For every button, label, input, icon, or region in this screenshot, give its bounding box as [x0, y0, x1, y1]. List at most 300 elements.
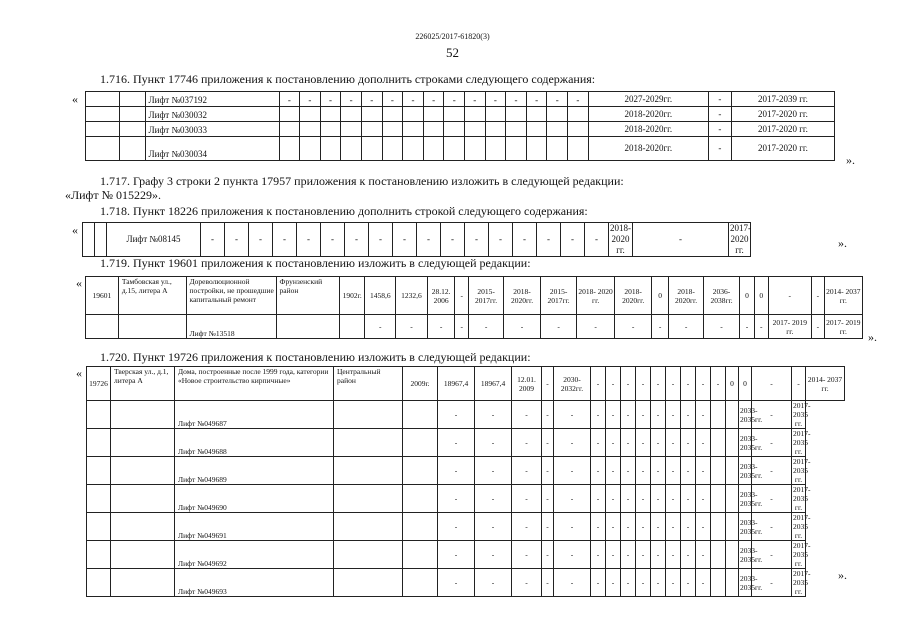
table-cell: - [403, 92, 424, 107]
table-cell: - [606, 457, 621, 485]
table-cell: - [681, 541, 696, 569]
table-cell [334, 513, 403, 541]
table-cell: - [606, 513, 621, 541]
table-cell: - [621, 429, 636, 457]
table-cell: 2014- 2037 гг. [824, 277, 862, 315]
period-cell: 2033- 2035гг. [739, 401, 752, 429]
table-cell [334, 401, 403, 429]
paragraph-1717: 1.717. Графу 3 строки 2 пункта 17957 приложения к постановлению изложить в следующей редакции: [100, 174, 624, 188]
table-cell: - [512, 485, 542, 513]
range-cell: 2017- 2035 гг. [793, 401, 811, 428]
table-cell [361, 122, 382, 137]
table-cell [334, 485, 403, 513]
table-cell: - [504, 315, 541, 339]
table-cell [403, 541, 438, 569]
table-cell: - [666, 367, 681, 401]
table-cell: - [708, 122, 731, 137]
table-cell: - [621, 457, 636, 485]
table-cell: - [591, 569, 606, 597]
table-cell [506, 107, 527, 122]
table-cell [711, 569, 726, 597]
period-cell: 2033- 2035гг. [739, 541, 752, 569]
table-cell [382, 107, 403, 122]
table-cell: - [792, 367, 806, 401]
table-cell: 2018- 2020гг. [615, 277, 652, 315]
table-cell [300, 107, 321, 122]
table-cell: - [681, 569, 696, 597]
table-cell [568, 137, 589, 161]
range-cell: 2017-2039 гг. [731, 92, 834, 107]
table-cell: - [651, 429, 666, 457]
table-cell: - [696, 485, 711, 513]
table-cell: - [708, 92, 731, 107]
elevator-name: Лифт №049690 [175, 485, 334, 513]
table-cell [111, 569, 175, 597]
paragraph-1718: 1.718. Пункт 18226 приложения к постановлению дополнить строкой следующего содержания: [100, 204, 588, 218]
quote-open: « [76, 276, 82, 290]
table-cell [711, 513, 726, 541]
table-row [87, 513, 845, 541]
table-cell: - [708, 107, 731, 122]
table-cell [300, 137, 321, 161]
table-cell: - [752, 457, 792, 485]
table-cell [726, 513, 739, 541]
table-cell: 0 [739, 367, 752, 401]
table-cell: - [485, 92, 506, 107]
table-cell [120, 92, 145, 107]
table-row [87, 457, 845, 485]
table-cell: - [606, 401, 621, 429]
table-row [86, 137, 835, 161]
range-cell: 2017- 2035 гг. [793, 429, 811, 456]
table-cell: - [568, 92, 589, 107]
table-cell [423, 137, 444, 161]
table-cell: - [652, 315, 669, 339]
table-cell: - [811, 277, 824, 315]
table-cell [568, 122, 589, 137]
table-cell [361, 107, 382, 122]
table-cell: - [365, 315, 396, 339]
table-cell: - [297, 223, 321, 257]
table-cell: - [740, 315, 755, 339]
table-cell: - [542, 401, 554, 429]
table-cell [726, 401, 739, 429]
table-cell [279, 137, 300, 161]
table-cell: - [469, 315, 504, 339]
table-cell [726, 485, 739, 513]
range-cell: 2017- 2035 гг. [793, 457, 811, 484]
table-cell [444, 107, 465, 122]
table-cell: - [512, 569, 542, 597]
table-cell [547, 107, 568, 122]
table-cell: 12.01. 2009 [512, 367, 542, 401]
table-cell: 0 [754, 277, 768, 315]
table-cell: 2009г. [403, 367, 438, 401]
table-cell: - [475, 513, 512, 541]
table-cell: 18967,4 [475, 367, 512, 401]
table-cell [320, 122, 341, 137]
table-cell: - [396, 315, 428, 339]
quote-close-1719: ». [868, 330, 877, 344]
range-cell: 2017-2020 гг. [731, 137, 834, 161]
table-cell [111, 429, 175, 457]
table-cell [403, 107, 424, 122]
table-cell: 2015- 2017гг. [541, 277, 577, 315]
period-cell: 2033- 2035гг. [739, 569, 752, 597]
table-cell: - [444, 92, 465, 107]
table-cell: - [341, 92, 362, 107]
table-cell [485, 107, 506, 122]
table-cell [361, 137, 382, 161]
table-cell [726, 429, 739, 457]
table-cell [341, 107, 362, 122]
table-cell: - [320, 92, 341, 107]
table-cell: Лифт №13518 [186, 315, 276, 339]
table-cell [320, 137, 341, 161]
table-cell [506, 137, 527, 161]
table-cell: 2018- 2020гг. [669, 277, 704, 315]
table-cell: - [465, 92, 486, 107]
table-cell: 19601 [86, 277, 119, 315]
page-number: 52 [446, 45, 459, 60]
table-cell: - [768, 277, 811, 315]
table-cell [382, 137, 403, 161]
elevator-name: Лифт №030033 [145, 122, 279, 137]
table-cell [403, 122, 424, 137]
range-cell: 2017-2020 гг. [731, 122, 834, 137]
table-cell: - [465, 223, 489, 257]
table-cell: - [591, 429, 606, 457]
table-cell: - [636, 485, 651, 513]
table-cell: - [512, 513, 542, 541]
table-cell: - [438, 569, 475, 597]
period-cell: 2033- 2035гг. [739, 457, 752, 485]
table-cell: 0 [652, 277, 669, 315]
table-cell [87, 457, 111, 485]
table-cell: 18967,4 [438, 367, 475, 401]
table-cell: - [321, 223, 345, 257]
period-cell: 2033- 2035гг. [739, 429, 752, 457]
table-cell: Тамбовская ул., д.15, литера А [118, 277, 186, 315]
table-cell: - [696, 513, 711, 541]
table-cell: - [542, 429, 554, 457]
table-cell: - [681, 367, 696, 401]
table-cell: - [542, 541, 554, 569]
elevator-name: Лифт №049693 [175, 569, 334, 597]
table-cell: - [752, 429, 792, 457]
table-cell [465, 122, 486, 137]
table-cell [86, 122, 120, 137]
table-cell: - [666, 485, 681, 513]
table-cell [465, 107, 486, 122]
table-cell: - [438, 457, 475, 485]
table-cell: - [438, 513, 475, 541]
table-cell: Фрунзенский район [276, 277, 340, 315]
table-row [86, 277, 863, 315]
table-cell [506, 122, 527, 137]
table-cell: - [752, 569, 792, 597]
table-cell: - [554, 569, 591, 597]
table-cell: - [666, 513, 681, 541]
table-cell: - [591, 541, 606, 569]
table-cell: - [708, 137, 731, 161]
table-cell: - [681, 485, 696, 513]
table-cell [334, 457, 403, 485]
table-cell: - [666, 541, 681, 569]
table-cell: - [752, 513, 792, 541]
table-cell: - [554, 541, 591, 569]
table-cell [711, 429, 726, 457]
table-cell: - [427, 315, 455, 339]
table-cell: - [621, 569, 636, 597]
table-cell [300, 122, 321, 137]
table-cell: - [696, 457, 711, 485]
table-cell: - [591, 401, 606, 429]
table-cell [279, 107, 300, 122]
table-cell: - [696, 569, 711, 597]
table-cell: 2018- 2020гг. [504, 277, 541, 315]
table-cell: 2036- 2038гг. [704, 277, 740, 315]
table-cell: - [621, 401, 636, 429]
table-cell [87, 485, 111, 513]
table-cell [711, 457, 726, 485]
table-cell: 1232,6 [396, 277, 428, 315]
table-cell [87, 429, 111, 457]
table-cell: - [300, 92, 321, 107]
table-cell: - [475, 429, 512, 457]
table-cell: - [577, 315, 615, 339]
table-cell: Дореволюционной постройки, не прошедшие капитальный ремонт [186, 277, 276, 315]
table-cell: - [513, 223, 537, 257]
table-cell [526, 122, 547, 137]
table-cell [711, 541, 726, 569]
table-cell: - [754, 315, 768, 339]
table-cell: - [475, 485, 512, 513]
period-cell: 2033- 2035гг. [739, 513, 752, 541]
table-cell [423, 107, 444, 122]
table-cell: - [651, 367, 666, 401]
elevator-name: Лифт №049692 [175, 541, 334, 569]
table-cell: - [636, 541, 651, 569]
table-cell [444, 137, 465, 161]
table-cell: - [752, 367, 792, 401]
table-cell: - [651, 457, 666, 485]
period-cell: 2018-2020гг. [588, 107, 708, 122]
table-cell: - [811, 315, 824, 339]
table-cell: - [651, 401, 666, 429]
table-cell: - [475, 457, 512, 485]
table-cell [547, 137, 568, 161]
table-cell: - [651, 569, 666, 597]
table-row [87, 541, 845, 569]
elevator-name: Лифт №049689 [175, 457, 334, 485]
table-cell: 2030- 2032гг. [554, 367, 591, 401]
table-cell: - [621, 367, 636, 401]
table-cell: - [345, 223, 369, 257]
elevator-name: Лифт №049688 [175, 429, 334, 457]
table-cell [568, 107, 589, 122]
table-cell: - [606, 569, 621, 597]
table-cell [334, 429, 403, 457]
table-cell: - [704, 315, 740, 339]
paragraph-1716: 1.716. Пункт 17746 приложения к постановлению дополнить строками следующего содержания: [100, 72, 596, 86]
table-cell [86, 137, 120, 161]
table-cell [341, 137, 362, 161]
period-cell: 2018-2020гг. [588, 137, 708, 161]
table-cell: - [441, 223, 465, 257]
table-cell [403, 457, 438, 485]
table-cell [120, 122, 145, 137]
paragraph-1720: 1.720. Пункт 19726 приложения к постановлению изложить в следующей редакции: [100, 350, 531, 364]
table-cell [118, 315, 186, 339]
table-cell: Дома, построенные после 1999 года, категории «Новое строительство кирпичные» [175, 367, 334, 401]
table-cell: - [651, 541, 666, 569]
range-cell: 2017-2020 гг. [730, 223, 751, 255]
table-cell: - [606, 485, 621, 513]
table-cell: - [438, 541, 475, 569]
table-cell: - [606, 541, 621, 569]
table-cell: 0 [726, 367, 739, 401]
table-cell: Тверская ул., д.1, литера А [111, 367, 175, 401]
table-cell: 0 [740, 277, 755, 315]
table-row [87, 429, 845, 457]
table-cell: - [681, 429, 696, 457]
table-row [83, 223, 840, 257]
period-cell: 2018-2020 гг. [610, 223, 631, 255]
table-cell: - [651, 513, 666, 541]
table-cell [341, 122, 362, 137]
table-cell: - [475, 401, 512, 429]
table-cell: - [438, 429, 475, 457]
table-cell: 1902г. [340, 277, 365, 315]
table-cell [111, 485, 175, 513]
elevator-name: Лифт №030032 [145, 107, 279, 122]
table-cell: - [696, 541, 711, 569]
table-cell: - [669, 315, 704, 339]
table-row [86, 315, 863, 339]
quote-open: « [76, 366, 82, 380]
table-cell: - [621, 485, 636, 513]
elevator-name: Лифт №049691 [175, 513, 334, 541]
table-cell [403, 429, 438, 457]
range-cell: 2017- 2035 гг. [793, 541, 811, 568]
paragraph-1719: 1.719. Пункт 19601 приложения к постановлению изложить в следующей редакции: [100, 256, 531, 270]
table-cell [340, 315, 365, 339]
table-cell [334, 569, 403, 597]
table-cell [485, 122, 506, 137]
table-cell [334, 541, 403, 569]
table-cell: - [225, 223, 249, 257]
quote-close-1718: ». [838, 236, 847, 250]
table-cell: - [615, 315, 652, 339]
table-cell: Центральный район [334, 367, 403, 401]
table-cell: - [696, 367, 711, 401]
range-cell: 2017-2020 гг. [731, 107, 834, 122]
table-row [87, 485, 845, 513]
table-cell: - [423, 92, 444, 107]
table-cell [320, 107, 341, 122]
table-cell: - [393, 223, 417, 257]
table-cell: - [542, 513, 554, 541]
table-cell: - [591, 457, 606, 485]
table-cell: - [541, 315, 577, 339]
table-cell: - [681, 513, 696, 541]
table-cell: - [542, 569, 554, 597]
table-cell: - [666, 457, 681, 485]
table-cell [711, 485, 726, 513]
quote-close-1716: ». [846, 153, 855, 167]
table-cell [87, 513, 111, 541]
table-cell [120, 107, 145, 122]
table-cell: - [696, 401, 711, 429]
table-cell: - [512, 429, 542, 457]
table-cell: 28.12. 2006 [427, 277, 455, 315]
table-cell [526, 107, 547, 122]
table-cell: - [382, 92, 403, 107]
table-cell [87, 541, 111, 569]
table-cell: - [636, 569, 651, 597]
table-cell: - [455, 277, 469, 315]
table-cell [726, 569, 739, 597]
table-cell: - [475, 569, 512, 597]
elevator-name: Лифт №08145 [107, 223, 201, 257]
table-cell: - [651, 485, 666, 513]
table-cell [403, 513, 438, 541]
range-cell: 2017- 2035 гг. [793, 513, 811, 540]
table-cell: - [506, 92, 527, 107]
table-cell [276, 315, 340, 339]
table-1718 [82, 222, 840, 257]
table-cell: - [417, 223, 441, 257]
paragraph-1717-value: «Лифт № 015229». [65, 188, 162, 202]
table-cell: - [547, 92, 568, 107]
table-cell: - [438, 401, 475, 429]
elevator-name: Лифт №049687 [175, 401, 334, 429]
quote-open: « [72, 223, 78, 237]
table-cell: - [279, 92, 300, 107]
elevator-name: Лифт №037192 [145, 92, 279, 107]
table-cell [95, 223, 107, 257]
table-cell: 2017- 2019 гг. [824, 315, 862, 339]
table-cell: - [201, 223, 225, 257]
period-cell: 2033- 2035гг. [739, 485, 752, 513]
table-cell [726, 457, 739, 485]
table-cell: - [752, 401, 792, 429]
table-cell: - [537, 223, 561, 257]
table-cell: 2015- 2017гг. [469, 277, 504, 315]
table-cell: - [542, 457, 554, 485]
period-cell: 2027-2029гг. [588, 92, 708, 107]
table-cell [403, 137, 424, 161]
table-cell: - [636, 513, 651, 541]
table-cell [382, 122, 403, 137]
table-cell: - [636, 457, 651, 485]
document-id: 226025/2017-61820(3) [415, 32, 490, 41]
table-cell: - [591, 485, 606, 513]
table-row [86, 122, 835, 137]
table-cell: - [554, 401, 591, 429]
table-row [86, 107, 835, 122]
table-cell: - [666, 569, 681, 597]
table-cell [111, 541, 175, 569]
table-cell [86, 315, 119, 339]
table-cell: - [554, 485, 591, 513]
table-cell: - [554, 513, 591, 541]
table-cell: - [666, 429, 681, 457]
range-cell: 2017- 2035 гг. [793, 485, 811, 512]
table-cell: - [554, 429, 591, 457]
table-cell [111, 513, 175, 541]
